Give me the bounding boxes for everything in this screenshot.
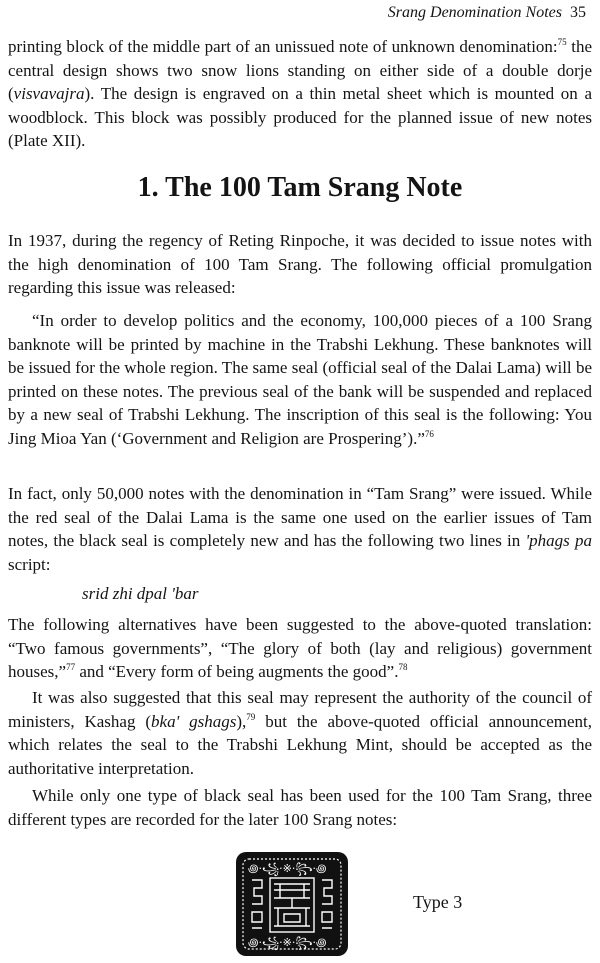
footnote-ref-77: 77 [66, 662, 76, 673]
paragraph-printing-block: printing block of the middle part of an unissued note of unknown denomination:$^{75}$ the central design shows two snow lions standing on either side of a double dorje (visvavajra). The design is engraved on a thin metal sheet which is mounted on a woodblock. This block was possibly produced for the planned issue of new notes (Plate XII). [8, 37, 592, 151]
paragraph-alternatives: The following alternatives have been suggested to the above-quoted translation: “Two famous governments”, “The glory of both (lay and religious) government houses,”$^{77}$ and “Every form of being augments the good”.$^{78}$ [8, 615, 592, 682]
running-head [388, 3, 586, 23]
paragraph-black-seal: In fact, only 50,000 notes with the denomination in “Tam Srang” were issued. While the red seal of the Dalai Lama is the same one used on the earlier issues of Tam notes, the black seal is completely new and has the following two lines in 'phags pa script: [8, 484, 592, 574]
term-visvavajra: visvavajra [13, 84, 85, 104]
running-title: Srang Denomination Notes [387, 4, 562, 21]
svg-text:꩜·꧁·※·꧂·꩜: ꩜·꧁·※·꧂·꩜ [248, 862, 327, 875]
term-phags-pa: 'phags pa [525, 531, 592, 551]
page-number: 35 [570, 4, 586, 21]
section-heading: 1. The 100 Tam Srang Note [137, 172, 463, 203]
term-bka-gshags: bka' gshags [151, 711, 237, 731]
paragraph-kashag: It was also suggested that this seal may represent the authority of the council of ministers, Kashag (bka' gshags),$^{79}$ but the above-quoted official announcement, which relates the seal to the Trabshi Lekhung Mint, should be accepted as the authoritative interpretation. [8, 688, 592, 778]
svg-text:꩜·꧁·※·꧂·꩜: ꩜·꧁·※·꧂·꩜ [248, 936, 327, 949]
block-quote: “In order to develop politics and the economy, 100,000 pieces of a 100 Srang banknote will be printed by machine in the Trabshi Lekhung. These banknotes will be issued for the whole region. The same seal (official seal of the Dalai Lama) will be printed on these notes. The previous seal of the bank will be suspended and replaced by a new seal of Trabshi Lekhung. The inscription of this seal is the following: You Jing Mioa Yan (‘Government and Religion are Prospering’).”$^{76}$ [8, 311, 592, 448]
black-seal-image [234, 850, 350, 958]
footnote-ref-76: 76 [424, 428, 434, 439]
footnote-ref-75: 75 [557, 37, 567, 47]
seal-icon [234, 850, 350, 958]
footnote-ref-78: 78 [398, 662, 408, 673]
seal-type-label: Type 3 [413, 892, 463, 912]
paragraph-seal-types: While only one type of black seal has been used for the 100 Tam Srang, three different types are recorded for the later 100 Srang notes: [8, 786, 592, 829]
footnote-ref-79: 79 [246, 711, 256, 722]
paragraph-1937: In 1937, during the regency of Reting Rinpoche, it was decided to issue notes with the high denomination of 100 Tam Srang. The following official promulgation regarding this issue was released: [8, 231, 592, 298]
seal-transliteration: srid zhi dpal 'bar [82, 584, 199, 603]
